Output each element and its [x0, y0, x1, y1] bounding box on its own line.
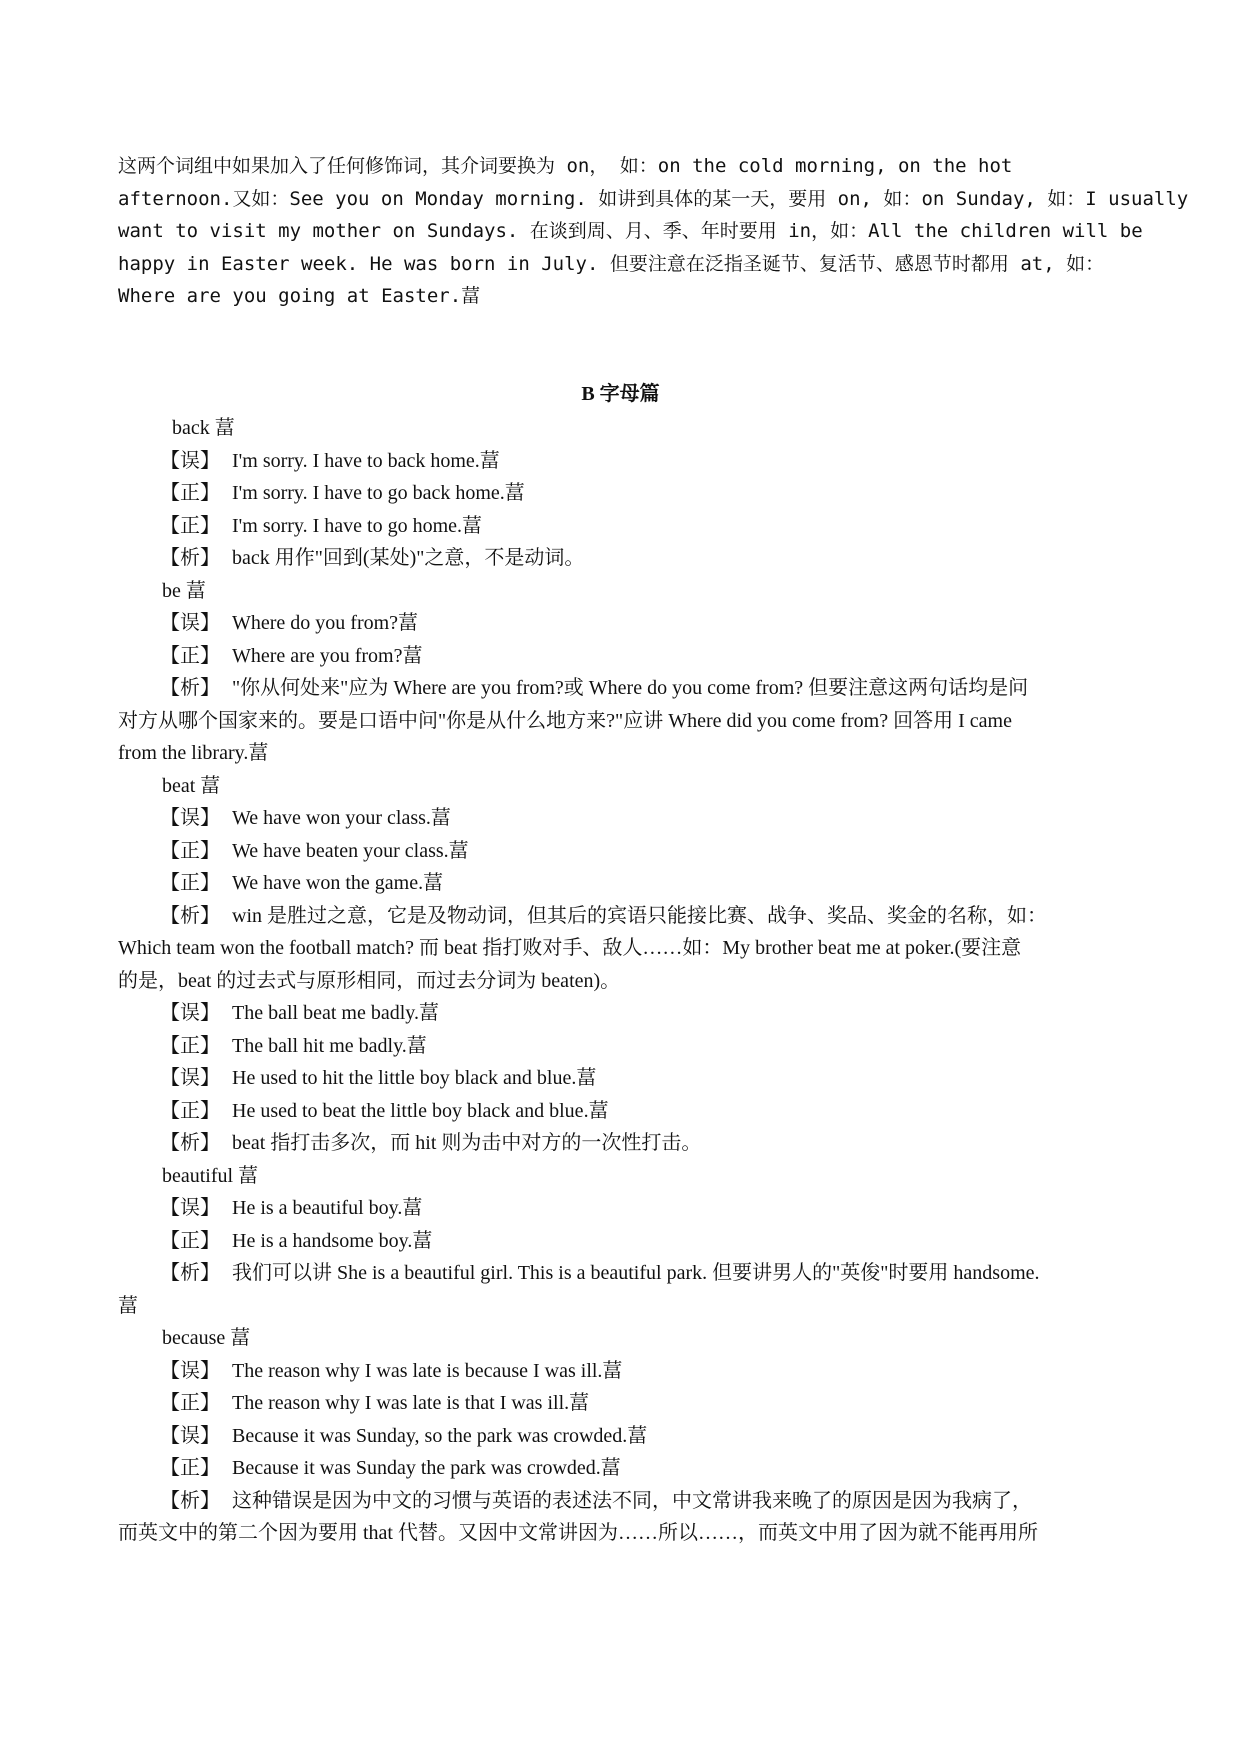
entry-text: We have won your class.葍: [232, 807, 451, 829]
entry-tag: 【正】: [160, 839, 220, 862]
entry-tag: 【正】: [160, 644, 220, 667]
intro-line: want to visit my mother on Sundays. 在谈到周、月、季、年时要用 in，如：All the children will be: [118, 220, 1143, 242]
entry-line: [118, 1062, 1128, 1095]
entry-line: [118, 1192, 1128, 1225]
headword: beautiful 葍: [162, 1164, 259, 1187]
intro-line: Where are you going at Easter.葍: [118, 285, 481, 307]
continuation-line: Which team won the football match? 而 beat 指打败对手、敌人……如：My brother beat me at poker.(要注意: [118, 937, 1022, 959]
entry-text: The reason why I was late is that I was ill.葍: [232, 1392, 590, 1414]
entry-line: [118, 607, 1128, 640]
entry-tag: 【正】: [160, 1099, 220, 1122]
section-title: B 字母篇: [581, 383, 660, 405]
entry-tag: 【误】: [160, 449, 220, 472]
entry-text: "你从何处来"应为 Where are you from?或 Where do you come from? 但要注意这两句话均是问: [232, 677, 1029, 699]
entry-line: [118, 1127, 1128, 1160]
entry-tag: 【析】: [160, 677, 220, 699]
entry-text: He is a handsome boy.葍: [232, 1229, 433, 1252]
entry-tag: 【正】: [160, 1392, 220, 1414]
intro-line: happy in Easter week. He was born in July. 但要注意在泛指圣诞节、复活节、感恩节时都用 at, 如：: [118, 252, 1105, 275]
entry-text: I'm sorry. I have to back home.葍: [232, 449, 500, 472]
entry-text: The ball hit me badly.葍: [232, 1034, 427, 1057]
entry-line: [118, 1257, 1128, 1290]
continuation-line: 葍: [118, 1294, 138, 1317]
entry-text: Where do you from?葍: [232, 612, 419, 634]
continuation-line: 而英文中的第二个因为要用 that 代替。又因中文常讲因为……所以……，而英文中用了因为就不能再用所: [118, 1522, 1038, 1544]
entry-line: [118, 997, 1128, 1030]
entry-tag: 【误】: [160, 1067, 220, 1089]
continuation-line: 的是，beat 的过去式与原形相同，而过去分词为 beaten)。: [118, 969, 621, 992]
entry-text: 我们可以讲 She is a beautiful girl. This is a beautiful park. 但要讲男人的"英俊"时要用 handsome.: [232, 1262, 1040, 1284]
entry-tag: 【析】: [160, 1489, 220, 1512]
entry-text: I'm sorry. I have to go home.葍: [232, 514, 483, 537]
entry-tag: 【误】: [160, 1424, 220, 1447]
headword: be 葍: [162, 579, 206, 602]
entry-text: I'm sorry. I have to go back home.葍: [232, 482, 525, 504]
entry-line: [118, 1387, 1128, 1420]
entry-tag: 【正】: [160, 1229, 220, 1252]
headword: beat 葍: [162, 774, 221, 797]
entry-tag: 【析】: [160, 1132, 220, 1154]
entry-text: He used to hit the little boy black and blue.葍: [232, 1067, 597, 1089]
entry-tag: 【误】: [160, 807, 220, 829]
entry-tag: 【误】: [160, 1359, 220, 1382]
entries-list: [118, 412, 1128, 1550]
entry-line: [118, 445, 1128, 478]
entry-tag: 【正】: [160, 1034, 220, 1057]
entry-tag: 【析】: [160, 547, 220, 569]
entry-text: The ball beat me badly.葍: [232, 1002, 439, 1024]
entry-line: [118, 1420, 1128, 1453]
intro-line: afternoon.又如：See you on Monday morning. 如讲到具体的某一天，要用 on, 如：on Sunday, 如：I usually: [118, 187, 1189, 210]
entry-line: [118, 1355, 1128, 1388]
entry-tag: 【误】: [160, 612, 220, 634]
headword: because 葍: [162, 1327, 251, 1349]
entry-tag: 【析】: [160, 1262, 220, 1284]
entry-text: He is a beautiful boy.葍: [232, 1197, 423, 1219]
entry-line: [118, 542, 1128, 575]
entry-text: win 是胜过之意，它是及物动词，但其后的宾语只能接比赛、战争、奖品、奖金的名称，如：: [232, 904, 1047, 927]
intro-paragraph: [118, 150, 1189, 313]
entry-text: back 用作"回到(某处)"之意，不是动词。: [232, 547, 585, 569]
entry-tag: 【误】: [160, 1197, 220, 1219]
entry-line: [118, 1225, 1128, 1258]
entry-line: [118, 640, 1128, 673]
entry-line: [118, 1452, 1128, 1485]
continuation-line: from the library.葍: [118, 742, 269, 764]
entry-text: Where are you from?葍: [232, 644, 423, 667]
entry-line: [118, 672, 1128, 705]
continuation-line: 对方从哪个国家来的。要是口语中问"你是从什么地方来?"应讲 Where did you come from? 回答用 I came: [118, 709, 1012, 732]
entry-line: [118, 1485, 1128, 1518]
entry-line: [118, 510, 1128, 543]
entry-line: [118, 477, 1128, 510]
entry-line: [118, 1030, 1128, 1063]
entry-line: [118, 867, 1128, 900]
entry-text: Because it was Sunday, so the park was crowded.葍: [232, 1424, 648, 1447]
intro-line: 这两个词组中如果加入了任何修饰词，其介词要换为 on， 如：on the cold morning, on the hot: [118, 155, 1013, 177]
entry-tag: 【析】: [160, 904, 220, 927]
entry-line: [118, 835, 1128, 868]
entry-tag: 【正】: [160, 482, 220, 504]
entry-line: [118, 1095, 1128, 1128]
entry-text: 这种错误是因为中文的习惯与英语的表述法不同，中文常讲我来晚了的原因是因为我病了，: [232, 1489, 1032, 1512]
entry-line: [118, 900, 1128, 933]
entry-text: beat 指打击多次，而 hit 则为击中对方的一次性打击。: [232, 1132, 702, 1154]
entry-text: We have beaten your class.葍: [232, 839, 469, 862]
entry-text: The reason why I was late is because I was ill.葍: [232, 1359, 623, 1382]
entry-tag: 【正】: [160, 1457, 220, 1479]
entry-tag: 【正】: [160, 872, 220, 894]
entry-tag: 【正】: [160, 514, 220, 537]
headword: back 葍: [172, 417, 235, 439]
entry-text: We have won the game.葍: [232, 872, 444, 894]
entry-line: [118, 802, 1128, 835]
entry-text: He used to beat the little boy black and blue.葍: [232, 1099, 609, 1122]
entry-text: Because it was Sunday the park was crowded.葍: [232, 1457, 621, 1479]
entry-tag: 【误】: [160, 1002, 220, 1024]
